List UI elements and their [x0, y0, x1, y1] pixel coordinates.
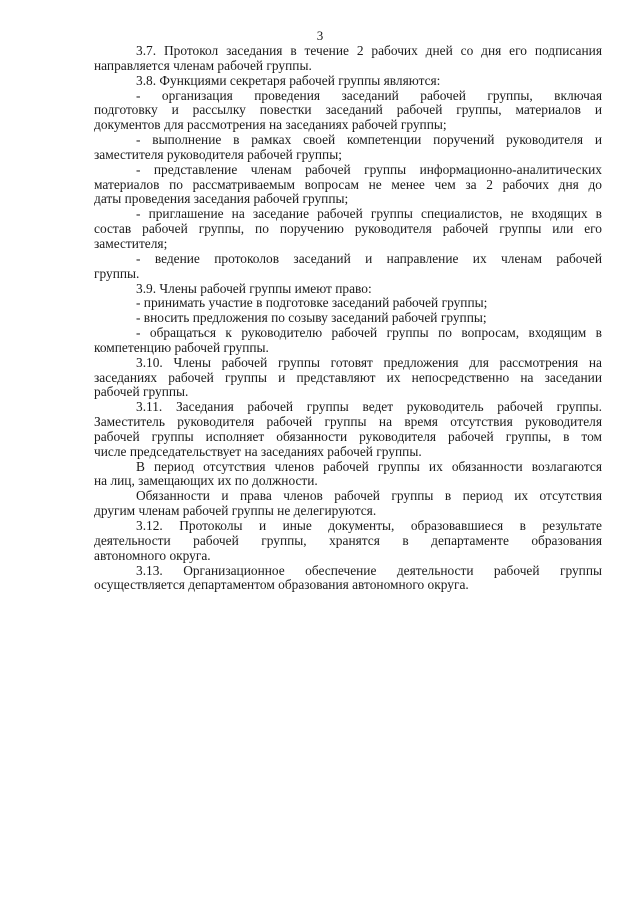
text-line: Заместитель руководителя рабочей группы на время отсутствия руководителя — [94, 415, 602, 430]
text-line: 3.9. Члены рабочей группы имеют право: — [136, 280, 372, 296]
text-line: группы. — [94, 265, 140, 281]
text-line: Обязанности и права членов рабочей группы в период их отсутствия — [136, 489, 602, 504]
text-line: 3.13. Организационное обеспечение деятельности рабочей группы — [136, 563, 602, 578]
text-line: 3.7. Протокол заседания в течение 2 рабочих дней со дня его подписания — [136, 44, 602, 58]
text-line: - вносить предложения по созыву заседаний рабочей группы; — [136, 310, 487, 326]
text-line: заседаниях рабочей группы и представляют их непосредственно на заседании — [94, 370, 602, 385]
text-line: другим членам рабочей группы не делегируются. — [94, 503, 377, 519]
text-line: материалов по рассматриваемым вопросам не менее чем за 2 рабочих дня до — [94, 177, 602, 192]
text-line: В период отсутствия членов рабочей группы их обязанности возлагаются — [136, 459, 602, 474]
text-line: - обращаться к руководителю рабочей группы по вопросам, входящим в — [136, 326, 602, 341]
text-line: заместителя; — [94, 235, 168, 251]
text-line: 3.12. Протоколы и иные документы, образовавшиеся в результате — [136, 519, 602, 533]
text-line: компетенцию рабочей группы. — [94, 339, 269, 355]
text-line: 3.11. Заседания рабочей группы ведет руководитель рабочей группы. — [136, 400, 602, 415]
text-line: - ведение протоколов заседаний и направление их членам рабочей — [136, 251, 602, 266]
text-line: 3.10. Члены рабочей группы готовят предложения для рассмотрения на — [136, 355, 602, 370]
text-line: автономного округа. — [94, 547, 211, 563]
text-line: подготовку и рассылку повестки заседаний рабочей группы, материалов и — [94, 103, 602, 118]
text-line: документов для рассмотрения на заседаниях рабочей группы; — [94, 117, 447, 133]
text-line: на лиц, замещающих их по должности. — [94, 473, 318, 489]
text-line: - выполнение в рамках своей компетенции поручений руководителя и — [136, 133, 602, 148]
document-body — [94, 44, 602, 593]
text-line: - организация проведения заседаний рабочей группы, включая — [136, 88, 602, 103]
text-line: рабочей группы исполняет обязанности руководителя рабочей группы, в том — [94, 429, 602, 444]
text-line: - принимать участие в подготовке заседаний рабочей группы; — [136, 295, 488, 311]
page-number: 3 — [316, 28, 324, 43]
text-line: - представление членам рабочей группы информационно-аналитических — [136, 162, 602, 177]
text-line: даты проведения заседания рабочей группы; — [94, 191, 349, 207]
text-line: заместителя руководителя рабочей группы; — [94, 146, 342, 162]
text-line: 3.8. Функциями секретаря рабочей группы являются: — [136, 72, 441, 88]
text-line: - приглашение на заседание рабочей группы специалистов, не входящих в — [136, 207, 602, 222]
text-line: деятельности рабочей группы, хранятся в департаменте образования — [94, 533, 602, 548]
text-line: направляется членам рабочей группы. — [94, 57, 312, 73]
text-line: рабочей группы. — [94, 384, 189, 400]
text-line: осуществляется департаментом образования автономного округа. — [94, 577, 469, 593]
text-line: числе председательствует на заседаниях рабочей группы. — [94, 443, 422, 459]
text-line: состав рабочей группы, по поручению руководителя рабочей группы или его — [94, 222, 602, 237]
